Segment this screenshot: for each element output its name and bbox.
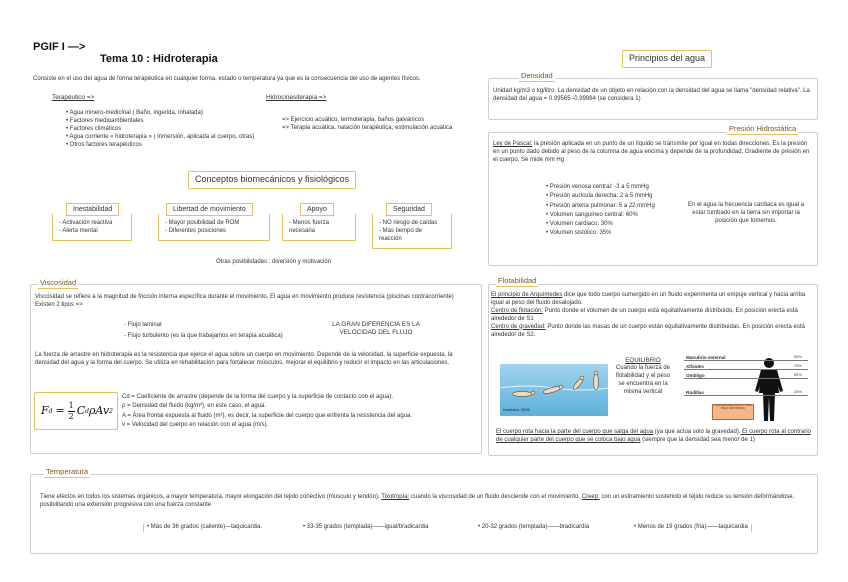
formula-symbol: = bbox=[55, 404, 65, 418]
list-item: => Ejercicio acuático, termoterapia, baños galvánicos bbox=[282, 117, 425, 123]
centro-gravedad-body: Punto donde las masas de un cuerpo están equitativamente distribuidas. En posición erecta está alrededor de S2. bbox=[491, 323, 805, 338]
rotacion-body: (siempre que la densidad sea menor de 1) bbox=[640, 436, 755, 443]
rotacion-body: (ya que actúa solo la gravedad). bbox=[653, 429, 741, 435]
otras-posibilidades: Otras posibilidades : diversión y motivación bbox=[216, 259, 332, 265]
card-item: - Diferentes posiciones bbox=[165, 228, 227, 235]
temperatura-title: Temperatura bbox=[46, 467, 89, 476]
level-label: Rodillas bbox=[686, 390, 704, 395]
list-item: • Presión aurícula derecha: 2 a 5 mmHg bbox=[546, 192, 686, 201]
page-title: Tema 10 : Hidroterapia bbox=[100, 53, 218, 65]
presion-text bbox=[493, 141, 811, 165]
definition: A = Área frontal expuesta al fluido (m²), es decir, la superficie del cuerpo que enfrenta la resistencia del agua. bbox=[122, 412, 412, 419]
creep-lead: Creep: bbox=[581, 494, 600, 500]
image-caption: Kamioka, 2006 bbox=[503, 407, 530, 412]
hidrocinesiterapia-label: Hidrocinesiterapia => bbox=[266, 94, 327, 101]
equilibrio-block bbox=[612, 357, 674, 397]
list-item: • Volumen sistólico: 35% bbox=[546, 229, 686, 238]
viscosidad-p1: Viscosidad se refiere a la magnitud de fricción interna específica durante el movimiento. El agua en movimiento produce resistencia (piscinas contracorriente) Existen 2 tipos => bbox=[35, 294, 454, 308]
card-inestabilidad bbox=[52, 203, 132, 241]
list-item: - Flujo turbulento (es la que trabajamos en terapia acuática) bbox=[124, 332, 283, 339]
conceptos-title: Conceptos biomecánicos y fisiológicos bbox=[188, 171, 356, 189]
definition: v = Velocidad del cuerpo en relación con el agua (m/s). bbox=[122, 421, 269, 428]
temperatura-body: cuando la viscosidad de un fluido desciende con el movimiento. bbox=[409, 494, 582, 500]
equilibrio-title: EQUILIBRIO bbox=[625, 357, 661, 364]
flotabilidad-text bbox=[491, 292, 813, 339]
formula-symbol: d bbox=[85, 407, 89, 415]
viscosidad-title: Viscosidad bbox=[40, 278, 77, 287]
rotacion-text bbox=[496, 429, 812, 445]
centro-gravedad-lead: Centro de gravedad: bbox=[491, 323, 546, 330]
diferencia-note: LA GRAN DIFERENCIA ES LA VELOCIDAD DEL FLUJO bbox=[332, 321, 420, 337]
presion-list bbox=[546, 183, 686, 239]
densidad-text: Unidad kg/m3 o kg/litro. La densidad de un objeto en relación con la densidad del agua se llama "densidad relativa". La densidad del agua = 0.99565 -0.99984 (se considera 1) bbox=[493, 88, 810, 102]
flotabilidad-title: Flotabilidad bbox=[498, 276, 537, 285]
terapeutico-label: Terapéutico => bbox=[52, 94, 95, 101]
formula-fraction bbox=[68, 402, 75, 421]
formula-symbol: d bbox=[48, 407, 53, 415]
list-item: - Flujo laminar bbox=[124, 322, 163, 328]
card-apoyo bbox=[282, 203, 356, 241]
formula-symbol: F bbox=[41, 404, 49, 418]
level-label: Manubrio esternal bbox=[686, 355, 726, 360]
temperatura-text bbox=[40, 494, 810, 510]
list-item: • Factores climáticos bbox=[66, 126, 286, 134]
formula-symbol: ρAv bbox=[88, 404, 110, 418]
presion-body: la presión aplicada en un punto de un líquido se transmite por igual en todas direcciones. Es la presión en un punto dado debido al peso de la columna de agua encima y depende de la profundidad. Gradiente de presión en el cuerpo. Se mide mm Hg bbox=[493, 141, 810, 163]
list-item: • Volumen sanguíneo central: 60% bbox=[546, 211, 686, 220]
card-body bbox=[52, 214, 132, 241]
list-item: • Agua corriente « hidroterapia » ( Inmersión, aplicada al cuerpo, otras) bbox=[66, 134, 286, 142]
human-silhouette-icon bbox=[752, 357, 786, 423]
hidrocinesiterapia-list bbox=[282, 117, 482, 133]
principios-title: Principios del agua bbox=[622, 50, 712, 68]
temp-range: • 20-32 grados (templada)——bradicardia bbox=[478, 524, 590, 530]
card-item: - Activación reactiva bbox=[59, 220, 113, 227]
drag-formula bbox=[34, 392, 118, 430]
presion-note: En el agua la frecuencia cardiaca es igual a estar tumbado en la tierra sin importar la posición que tomemos. bbox=[687, 202, 805, 224]
level-percent: 90% bbox=[794, 355, 802, 359]
level-label: Ombligo bbox=[686, 373, 705, 378]
card-item: - Menos fuerza necesaria bbox=[289, 220, 330, 235]
temp-range: • Más de 36 grados (caliente)—taquicardia. bbox=[143, 524, 262, 532]
level-percent: 20% bbox=[794, 390, 802, 394]
formula-symbol: 2 bbox=[109, 407, 113, 415]
swimmers-image bbox=[500, 364, 608, 416]
tixotropia-lead: Tixotropía: bbox=[381, 494, 410, 500]
course-code: PGIF I —> bbox=[33, 41, 86, 53]
card-item: - Mayor posibilidad de ROM bbox=[165, 220, 240, 227]
level-percent: 70% bbox=[794, 364, 802, 368]
rotacion-lead: El cuerpo rota al contrario de cualquier parte del cuerpo que se coloca bajo agua bbox=[496, 429, 811, 443]
temp-range: • 33-35 grados (templada)——igual/bradicardia bbox=[303, 524, 429, 530]
temp-range: • Menos de 19 grados (fria)——taquicardia bbox=[634, 524, 752, 532]
intro-text: Consiste en el uso del agua de forma terapéutica en cualquier forma, estado o temperatura ya que es la consecuencia del uso de agentes físicos. bbox=[33, 76, 421, 82]
card-title: Inestabilidad bbox=[66, 203, 119, 216]
list-item: => Terapia acuática, natación terapéutica, estimulación acuática bbox=[282, 124, 453, 131]
card-item: - Mas tiempo de reacción bbox=[379, 228, 423, 243]
definition: ρ = Densidad del fluido (kg/m³), en este caso, el agua. bbox=[122, 403, 266, 410]
arquimedes-lead: El principio de Arquímedes bbox=[491, 292, 563, 298]
densidad-title: Densidad bbox=[521, 71, 553, 80]
list-item: • Presión venosa central: -3 a 5 mmHg bbox=[546, 183, 686, 192]
list-item: • Volumen cardiaco: 30% bbox=[546, 220, 686, 229]
card-body bbox=[372, 214, 452, 249]
card-libertad bbox=[158, 203, 270, 241]
arquimedes-body: dice que todo cuerpo sumergido en un fluido experimenta un empuje vertical y hacia arriba igual al peso del fluido desalojado. bbox=[491, 292, 806, 306]
level-label: Xifoides bbox=[686, 364, 704, 369]
presion-title: Presión Hidrostática bbox=[729, 124, 797, 133]
formula-symbol: 1 bbox=[68, 401, 74, 410]
card-body bbox=[282, 214, 356, 241]
equilibrio-text: Cuando la fuerza de flotabilidad y el peso se encuentra en la misma vertical bbox=[615, 365, 671, 395]
list-item: • Presión arteria pulmonar: 5 a 22 mmHg bbox=[546, 202, 686, 211]
flujos-list bbox=[124, 322, 324, 341]
list-item: • Factores medioambientales bbox=[66, 118, 286, 126]
card-title: Seguridad bbox=[386, 203, 432, 216]
formula-defs bbox=[122, 393, 462, 430]
weight-badge: INMERSIÓN EN AGUA — % DE PESO SOPORTADO bbox=[712, 404, 754, 420]
rotacion-lead: El cuerpo rota hacia la parte del cuerpo que salga del agua bbox=[496, 429, 654, 435]
terapeutico-list bbox=[66, 110, 286, 150]
list-item: • Agua minero-medicinal ( Baño, ingerida, inhalada) bbox=[66, 110, 286, 118]
formula-symbol: C bbox=[76, 404, 86, 418]
card-item: - NO riesgo de caídas bbox=[379, 220, 438, 227]
card-title: Libertad de movimiento bbox=[166, 203, 253, 216]
definition: Cd = Coeficiente de arrastre (depende de la forma del cuerpo y la superficie de contacto con el agua). bbox=[122, 394, 393, 400]
temperatura-body: con un estiramiento sostenido el tejido reduce su tensión deformándose, posibilitando una extensión progresiva con una fuerza constante bbox=[40, 494, 795, 508]
formula-symbol: 2 bbox=[68, 412, 74, 421]
centro-flotacion-lead: Centro de flotación: bbox=[491, 307, 544, 314]
viscosidad-p2: La fuerza de arrastre en hidroterapia es la resistencia que ejerce el agua sobre un cuerpo en movimiento. Depende de la velocidad, la superficie expuesta, la densidad del agua y la forma del cuerpo. Se utiliza en rehabilitación para fortalecer músculos, mejorar el equilibrio y reducir el impacto en las articulaciones. bbox=[35, 352, 453, 366]
temperatura-body: Tiene efectos en todos los sistemas orgánicos, a mayor temperatura, mayor elongación del tejido conectivo (musculo y tendón). bbox=[40, 494, 382, 500]
temperatura-panel bbox=[30, 474, 818, 554]
level-percent: 50% bbox=[794, 373, 802, 377]
card-title: Apoyo bbox=[300, 203, 334, 216]
body-immersion-diagram bbox=[684, 357, 810, 429]
card-item: - Alerta mental bbox=[59, 228, 98, 235]
card-body bbox=[158, 214, 270, 241]
card-seguridad bbox=[372, 203, 452, 249]
list-item: • Otros factores terapéuticos bbox=[66, 142, 286, 150]
centro-flotacion-body: Punto donde el volumen de un cuerpo está equitativamente distribuido, En posición erecta está alrededor de S1 bbox=[491, 307, 798, 322]
presion-lead: Ley de Pascal: bbox=[493, 141, 533, 147]
